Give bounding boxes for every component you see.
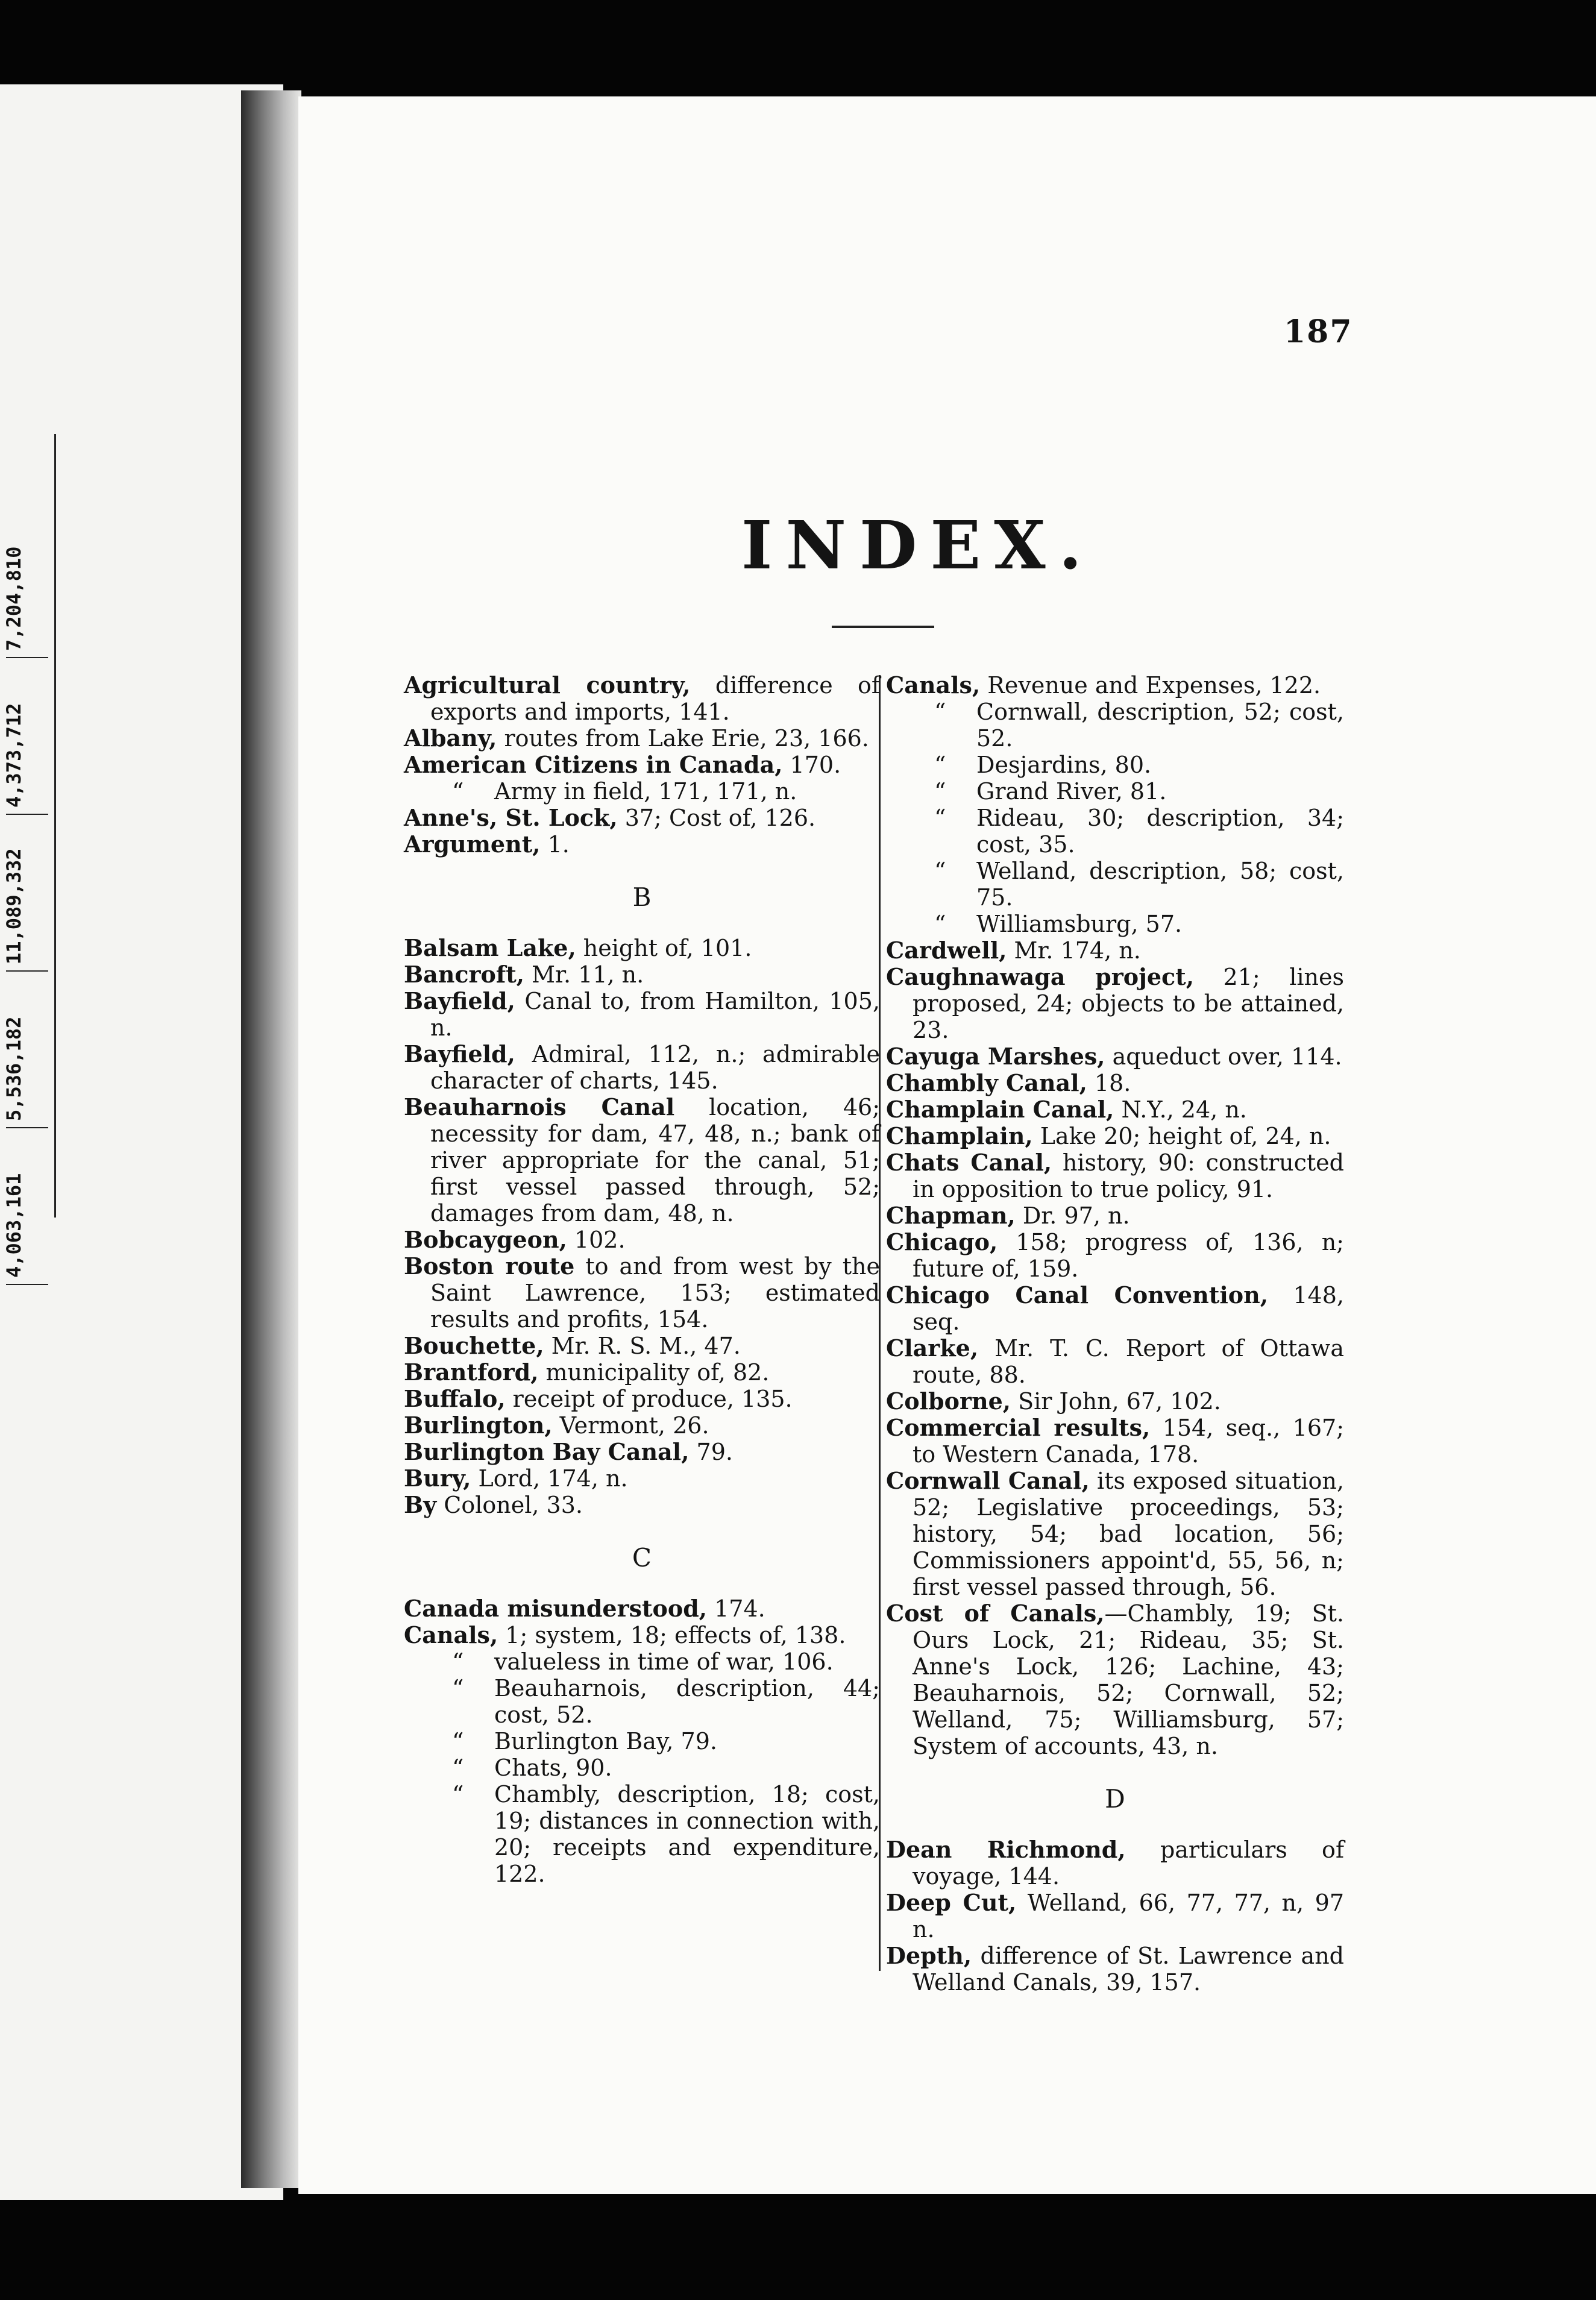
entry-text: Canal to, from Hamilton, 105, n. [430, 988, 880, 1041]
index-subentry [886, 858, 1344, 911]
index-entry [886, 1229, 1344, 1282]
entry-heading: By [404, 1491, 437, 1518]
entry-text: Cornwall, description, 52; cost, 52. [976, 699, 1344, 752]
entry-text: Chats, 90. [494, 1755, 612, 1781]
facing-table-value: 4,063,161 [2, 1173, 25, 1278]
entry-heading: Beauharnois Canal [404, 1093, 675, 1120]
entry-text: Lake 20; height of, 24, n. [1032, 1123, 1331, 1149]
section-letter: B [632, 882, 652, 912]
index-column-left [404, 672, 880, 1887]
book-gutter [241, 90, 301, 2188]
index-entry [886, 937, 1344, 964]
facing-table-value: 4,373,712 [2, 703, 25, 808]
entry-text: 102. [567, 1227, 626, 1253]
entry-text: 21; lines proposed, 24; objects to be attained, 23. [913, 964, 1345, 1043]
index-entry [404, 672, 880, 725]
ditto-mark: “ [934, 699, 946, 725]
entry-heading: Canals, [886, 671, 981, 699]
index-entry [886, 1149, 1344, 1202]
index-entry [404, 1412, 880, 1439]
entry-heading: Cost of Canals, [886, 1600, 1105, 1627]
entry-text: 37; Cost of, 126. [617, 805, 816, 831]
index-entry [404, 1094, 880, 1227]
entry-text: 79. [689, 1439, 733, 1465]
entry-text: 1; system, 18; effects of, 138. [498, 1622, 846, 1648]
index-entry [404, 1622, 880, 1648]
entry-text: 174. [707, 1595, 765, 1622]
index-entry [404, 1386, 880, 1412]
entry-heading: American Citizens in Canada, [404, 751, 783, 778]
entry-heading: Chicago, [886, 1228, 998, 1255]
entry-text: aqueduct over, 114. [1105, 1043, 1342, 1070]
entry-heading: Champlain, [886, 1122, 1033, 1149]
index-entry [886, 1600, 1344, 1759]
entry-text: receipt of produce, 135. [505, 1386, 793, 1412]
entry-text: Burlington Bay, 79. [494, 1728, 717, 1755]
entry-text: Chambly, description, 18; cost, 19; distances in connection with, 20; receipts and expenditure, 122. [494, 1781, 880, 1887]
index-subentry [404, 1648, 880, 1675]
entry-heading: Brantford, [404, 1359, 539, 1386]
entry-heading: Agricultural country, [404, 671, 691, 699]
entry-heading: Bancroft, [404, 961, 525, 988]
index-entry [886, 1123, 1344, 1149]
entry-heading: Burlington, [404, 1412, 553, 1439]
index-entry [404, 831, 880, 858]
index-subentry [404, 1755, 880, 1781]
entry-text: location, 46; necessity for dam, 47, 48, n.; bank of river appropriate for the canal, 51; first vessel passed through, 52; damages from dam, 48, n. [430, 1094, 880, 1227]
index-subentry [886, 699, 1344, 752]
entry-text: Colonel, 33. [436, 1492, 583, 1518]
index-entry [886, 964, 1344, 1043]
facing-table-rule [6, 1284, 48, 1285]
ditto-mark: “ [452, 1728, 464, 1755]
entry-text: Mr. R. S. M., 47. [544, 1333, 741, 1359]
index-entry [886, 1415, 1344, 1468]
entry-text: particulars of voyage, 144. [913, 1837, 1345, 1890]
entry-heading: Boston route [404, 1252, 575, 1280]
index-entry [886, 1335, 1344, 1388]
ditto-mark: “ [452, 1648, 464, 1675]
entry-text: 18. [1087, 1070, 1131, 1096]
facing-page-table [0, 434, 56, 1278]
entry-text: routes from Lake Erie, 23, 166. [497, 725, 869, 752]
entry-text: Mr. 174, n. [1007, 937, 1141, 964]
ditto-mark: “ [934, 805, 946, 831]
index-entry [404, 1492, 880, 1518]
index-entry [886, 1043, 1344, 1070]
entry-heading: Chambly Canal, [886, 1069, 1087, 1096]
entry-text: N.Y., 24, n. [1114, 1096, 1247, 1123]
entry-text: difference of exports and imports, 141. [430, 672, 880, 725]
entry-text: Army in field, 171, 171, n. [494, 778, 797, 805]
entry-heading: Chapman, [886, 1202, 1016, 1229]
entry-text: Vermont, 26. [552, 1412, 709, 1439]
ditto-mark: “ [452, 1755, 464, 1781]
entry-heading: Cornwall Canal, [886, 1467, 1090, 1494]
index-subentry [404, 1675, 880, 1728]
entry-heading: Argument, [404, 831, 541, 858]
entry-text: 158; progress of, 136, n; future of, 159. [913, 1229, 1344, 1282]
ditto-mark: “ [452, 1781, 464, 1808]
index-entry [886, 1096, 1344, 1123]
index-entry [404, 935, 880, 961]
ditto-mark: “ [452, 778, 464, 805]
entry-text: Desjardins, 80. [976, 752, 1152, 778]
entry-text: its exposed situation, 52; Legislative proceedings, 53; history, 54; bad location, 56; Commissioners appoint'd, 55, 56, n; first vessel passed through, 56. [913, 1468, 1344, 1600]
index-entry [886, 1837, 1344, 1890]
entry-heading: Clarke, [886, 1334, 979, 1362]
index-subentry [886, 805, 1344, 858]
index-entry [404, 988, 880, 1041]
entry-heading: Depth, [886, 1942, 972, 1969]
entry-text: Mr. 11, n. [524, 961, 644, 988]
entry-text: Grand River, 81. [976, 778, 1167, 805]
index-entry [886, 1468, 1344, 1600]
index-entry [404, 1227, 880, 1253]
index-subentry [886, 752, 1344, 778]
page-title: INDEX. [741, 506, 1095, 584]
ditto-mark: “ [934, 858, 946, 884]
index-entry [404, 961, 880, 988]
entry-text: to and from west by the Saint Lawrence, 153; estimated results and profits, 154. [430, 1253, 881, 1333]
index-entry [886, 672, 1344, 699]
entry-text: Revenue and Expenses, 122. [980, 672, 1321, 699]
index-subentry [404, 778, 880, 805]
entry-text: 1. [540, 831, 570, 858]
entry-text: Beauharnois, description, 44; cost, 52. [494, 1675, 880, 1728]
entry-text: Welland, description, 58; cost, 75. [976, 858, 1344, 911]
entry-text: —Chambly, 19; St. Ours Lock, 21; Rideau, 35; St. Anne's Lock, 126; Lachine, 43; Beauharnois, 52; Cornwall, 52; Welland, 75; Williamsburg, 57; System of accounts, 43, n. [913, 1600, 1344, 1759]
ditto-mark: “ [934, 778, 946, 805]
entry-text: height of, 101. [576, 935, 752, 961]
section-letter: D [1105, 1784, 1125, 1814]
facing-table-value: 5,536,182 [2, 1016, 25, 1121]
entry-heading: Cardwell, [886, 937, 1007, 964]
entry-heading: Chats Canal, [886, 1149, 1052, 1176]
entry-heading: Colborne, [886, 1387, 1011, 1415]
entry-heading: Anne's, St. Lock, [404, 804, 618, 831]
entry-heading: Dean Richmond, [886, 1836, 1126, 1863]
entry-text: Welland, 66, 77, 77, n, 97 n. [913, 1890, 1344, 1943]
index-column-right [886, 672, 1344, 1996]
entry-heading: Deep Cut, [886, 1889, 1017, 1916]
entry-heading: Balsam Lake, [404, 934, 576, 961]
index-entry [886, 1070, 1344, 1096]
entry-text: 154, seq., 167; to Western Canada, 178. [913, 1415, 1344, 1468]
entry-heading: Albany, [404, 724, 497, 752]
entry-heading: Canada misunderstood, [404, 1595, 708, 1622]
index-entry [404, 725, 880, 752]
entry-heading: Buffalo, [404, 1385, 506, 1412]
entry-heading: Bury, [404, 1465, 471, 1492]
title-divider [832, 626, 934, 628]
section-letter: C [632, 1543, 652, 1573]
index-subentry [886, 911, 1344, 937]
entry-heading: Cayuga Marshes, [886, 1043, 1105, 1070]
entry-text: history, 90: constructed in opposition to true policy, 91. [913, 1149, 1344, 1202]
entry-heading: Canals, [404, 1621, 498, 1648]
index-entry [886, 1388, 1344, 1415]
index-entry [404, 1041, 880, 1094]
entry-heading: Caughnawaga project, [886, 963, 1194, 990]
entry-text: municipality of, 82. [538, 1359, 770, 1386]
entry-heading: Champlain Canal, [886, 1096, 1114, 1123]
index-entry [404, 1333, 880, 1359]
index-entry [404, 1465, 880, 1492]
entry-text: valueless in time of war, 106. [494, 1648, 834, 1675]
entry-text: Rideau, 30; description, 34; cost, 35. [976, 805, 1344, 858]
index-subentry [404, 1728, 880, 1755]
entry-text: Admiral, 112, n.; admirable character of charts, 145. [430, 1041, 880, 1094]
entry-text: Dr. 97, n. [1015, 1202, 1130, 1229]
entry-text: Sir John, 67, 102. [1011, 1388, 1221, 1415]
ditto-mark: “ [934, 911, 946, 937]
entry-text: difference of St. Lawrence and Welland Canals, 39, 157. [913, 1943, 1344, 1996]
index-entry [404, 1439, 880, 1465]
index-entry [886, 1890, 1344, 1943]
index-entry [886, 1943, 1344, 1996]
entry-text: Williamsburg, 57. [976, 911, 1183, 937]
index-subentry [886, 778, 1344, 805]
ditto-mark: “ [934, 752, 946, 778]
entry-heading: Bobcaygeon, [404, 1226, 567, 1253]
entry-heading: Bayfield, [404, 987, 515, 1014]
entry-text: Mr. T. C. Report of Ottawa route, 88. [913, 1335, 1344, 1388]
facing-table-value: 7,204,810 [2, 546, 25, 651]
entry-text: 170. [782, 752, 841, 778]
index-entry [886, 1202, 1344, 1229]
page-number: 187 [1284, 313, 1353, 350]
index-entry [886, 1282, 1344, 1335]
index-entry [404, 1253, 880, 1333]
entry-text: Lord, 174, n. [471, 1465, 628, 1492]
entry-heading: Burlington Bay Canal, [404, 1438, 690, 1465]
ditto-mark: “ [452, 1675, 464, 1701]
entry-text: 148, seq. [913, 1282, 1344, 1335]
index-entry [404, 805, 880, 831]
index-entry [404, 1359, 880, 1386]
index-entry [404, 1595, 880, 1622]
entry-heading: Bouchette, [404, 1332, 544, 1359]
facing-table-value: 11,089,332 [2, 848, 25, 964]
scan-border [0, 2200, 1596, 2300]
entry-heading: Chicago Canal Convention, [886, 1281, 1268, 1309]
index-entry [404, 752, 880, 778]
entry-heading: Bayfield, [404, 1040, 515, 1067]
entry-heading: Commercial results, [886, 1414, 1151, 1441]
index-subentry [404, 1781, 880, 1887]
